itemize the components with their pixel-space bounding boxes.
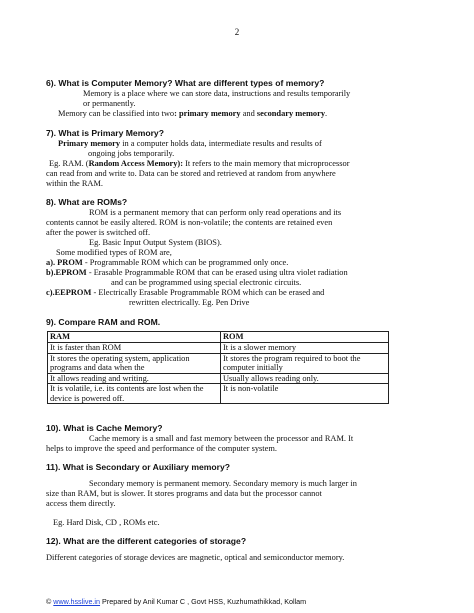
footer: [46, 597, 306, 606]
q6-line3-prefix: Memory can be classified into two: [58, 109, 175, 118]
table-header-row: [48, 332, 389, 343]
table-cell: It is faster than ROM: [48, 343, 221, 354]
q8-eeprom-text: - Electrically Erasable Programmable ROM which can be erased and: [93, 288, 325, 297]
q8-line2: contents cannot be easily altered. ROM is non-volatile; the contents are retained even: [46, 218, 333, 227]
q7-ram-full: Random Access Memory):: [88, 159, 183, 168]
table-cell: It stores the program required to boot the computer initially: [221, 353, 389, 373]
q6-primary-term: primary memory: [178, 109, 241, 118]
q8-line4: Eg. Basic Input Output System (BIOS).: [89, 238, 222, 247]
q8-eeprom: [46, 288, 324, 298]
q6-line3: [58, 109, 327, 119]
q11-line4: Eg. Hard Disk, CD , ROMs etc.: [53, 518, 160, 527]
q8-prom-text: - Programmable ROM which can be programmed only once.: [84, 258, 289, 267]
q7-heading: 7). What is Primary Memory?: [46, 128, 164, 138]
q9-heading: 9). Compare RAM and ROM.: [46, 317, 161, 327]
q6-colon: :: [174, 109, 177, 118]
q8-prom: [46, 258, 288, 268]
q7-eg-prefix: Eg. RAM. (: [49, 159, 89, 168]
q8-line3: after the power is switched off.: [46, 228, 151, 237]
q7-line5: within the RAM.: [46, 179, 103, 188]
q11-line1: Secondary memory is permanent memory. Secondary memory is much larger in: [89, 479, 357, 488]
table-row: [48, 343, 389, 354]
q8-eprom-text: - Erasable Programmable ROM that can be erased using ultra violet radiation: [88, 268, 348, 277]
q6-line1: Memory is a place where we can store data, instructions and results temporarily: [83, 89, 351, 98]
q10-line2: helps to improve the speed and performance of the computer system.: [46, 444, 277, 453]
q8-eeprom-line2: rewritten electrically. Eg. Pen Drive: [129, 298, 250, 307]
q7-line4: can read from and write to. Data can be stored and retrieved at random from anywhere: [46, 169, 336, 178]
q8-eprom-label: b).EPROM: [46, 268, 87, 277]
q8-eeprom-label: c).EEPROM: [46, 288, 92, 297]
q11-line3: access them directly.: [46, 499, 116, 508]
ram-rom-table: [47, 331, 389, 404]
q8-line1: ROM is a permanent memory that can perform only read operations and its: [89, 208, 342, 217]
page-number: 2: [234, 27, 240, 37]
table-cell: It allows reading and writing.: [48, 373, 221, 384]
table-cell: It stores the operating system, application programs and data when the: [48, 353, 221, 373]
table-cell: It is a slower memory: [221, 343, 389, 354]
q8-line5: Some modified types of ROM are,: [56, 248, 172, 257]
table-header-ram: RAM: [48, 332, 221, 343]
table-header-rom: ROM: [221, 332, 389, 343]
table-cell: It is volatile, i.e. its contents are lost when the device is powered off.: [48, 384, 221, 404]
table-row: [48, 384, 389, 404]
footer-credit: Prepared by Anil Kumar C , Govt HSS, Kuzhumathikkad, Kollam: [102, 597, 307, 606]
q12-heading: 12). What are the different categories of storage?: [46, 536, 247, 546]
q11-line2: size than RAM, but is slower. It stores programs and data but the processor cannot: [46, 489, 322, 498]
table-cell: Usually allows reading only.: [221, 373, 389, 384]
table-cell: It is non-volatile: [221, 384, 389, 404]
q10-heading: 10). What is Cache Memory?: [46, 423, 163, 433]
q7-term: Primary memory: [58, 139, 121, 148]
q6-secondary-term: secondary memory: [256, 109, 326, 118]
q6-heading: 6). What is Computer Memory? What are different types of memory?: [46, 78, 325, 88]
q7-line1: [58, 139, 322, 149]
q7-line1-rest: in a computer holds data, intermediate results and results of: [122, 139, 322, 148]
copyright-symbol: ©: [46, 597, 52, 606]
q8-eprom-line2: and can be programmed using special electronic circuits.: [111, 278, 302, 287]
q7-line3: [49, 159, 350, 169]
q6-and: and: [242, 109, 255, 118]
q6-line2: or permanently.: [83, 99, 136, 108]
q8-heading: 8). What are ROMs?: [46, 197, 128, 207]
q6-period: .: [325, 109, 328, 118]
q8-eprom: [46, 268, 348, 278]
table-row: [48, 373, 389, 384]
table-row: [48, 353, 389, 373]
footer-website-link[interactable]: www.hsslive.in: [53, 597, 101, 606]
q7-eg-rest: It refers to the main memory that microprocessor: [185, 159, 350, 168]
q11-heading: 11). What is Secondary or Auxiliary memory?: [46, 462, 231, 472]
q7-line2: ongoing jobs temporarily.: [88, 149, 175, 158]
q8-prom-label: a). PROM: [46, 258, 83, 267]
q10-line1: Cache memory is a small and fast memory between the processor and RAM. It: [89, 434, 354, 443]
q12-line1: Different categories of storage devices are magnetic, optical and semiconductor memory.: [46, 553, 345, 562]
